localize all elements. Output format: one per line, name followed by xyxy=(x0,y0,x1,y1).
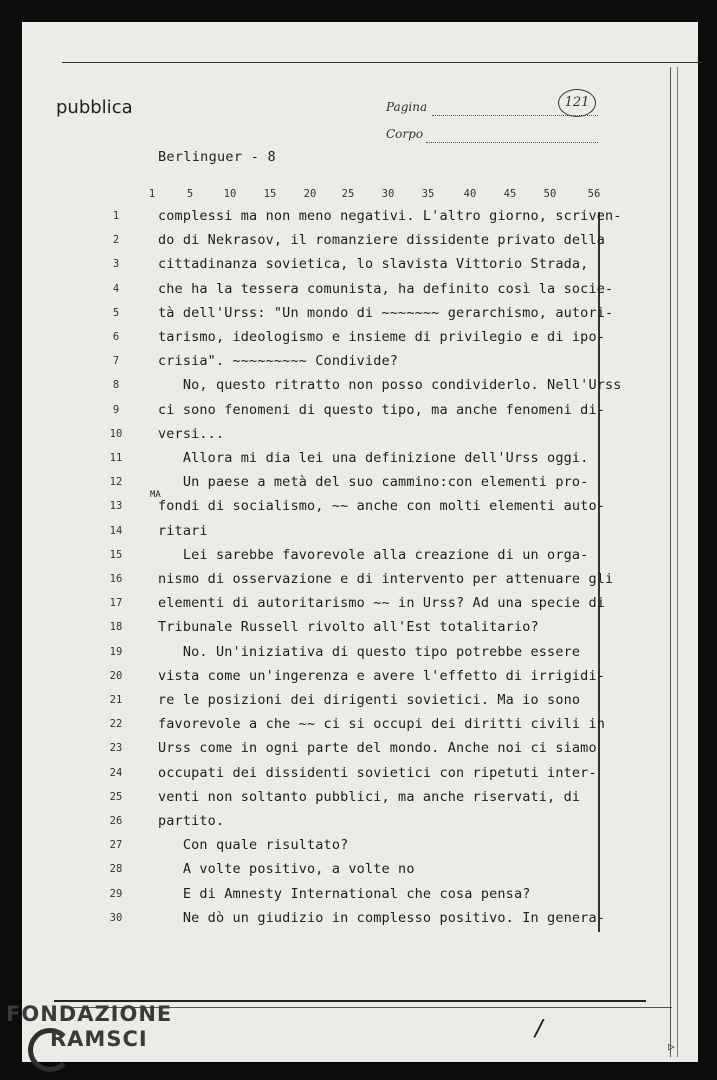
right-edge-line xyxy=(670,67,671,1057)
corpo-label: Corpo xyxy=(386,127,424,141)
corpo-field-line xyxy=(426,142,598,143)
line-number: 15 xyxy=(109,548,123,561)
text-line: Con quale risultato? xyxy=(158,837,349,854)
line-number: 29 xyxy=(109,887,123,900)
ruler-tick: 10 xyxy=(223,188,237,200)
text-line: venti non soltanto pubblici, ma anche riservati, di xyxy=(158,788,581,805)
text-line: Tribunale Russell rivolto all'Est totalitario? xyxy=(158,619,539,636)
document-title-line: Berlinguer - 8 xyxy=(158,149,276,165)
ruler-tick: 20 xyxy=(303,188,317,200)
pen-slash-mark: / xyxy=(532,1013,546,1043)
text-line: tarismo, ideologismo e insieme di privilegio e di ipo- xyxy=(158,329,605,345)
text-line: occupati dei dissidenti sovietici con ripetuti inter- xyxy=(158,764,597,781)
line-number: 22 xyxy=(109,718,123,731)
text-line: versi... xyxy=(158,425,225,442)
line-number: 23 xyxy=(109,742,123,755)
text-line: che ha la tessera comunista, ha definito così la socie- xyxy=(158,280,614,297)
line-number: 17 xyxy=(109,597,123,610)
text-line: favorevole a che ~~ ci si occupi dei diritti civili in xyxy=(158,716,605,733)
line-number: 10 xyxy=(109,427,123,440)
text-line: Un paese a metà del suo cammino:con elementi pro- xyxy=(158,474,589,491)
text-line: Lei sarebbe favorevole alla creazione di un orga- xyxy=(158,546,589,563)
watermark-line-1: FONDAZIONE xyxy=(6,1002,173,1026)
line-number: 13 xyxy=(109,500,123,513)
line-number: 26 xyxy=(109,815,123,827)
right-edge-line-2 xyxy=(677,67,678,1057)
text-line: do di Nekrasov, il romanziere dissidente privato della xyxy=(158,232,605,249)
text-line: No. Un'iniziativa di questo tipo potrebbe essere xyxy=(158,643,581,660)
line-number: 30 xyxy=(109,911,123,924)
text-line: tà dell'Urss: "Un mondo di ~~~~~~~ gerarchismo, autori- xyxy=(158,304,614,321)
text-line: ritari xyxy=(158,522,208,539)
text-line: re le posizioni dei dirigenti sovietici. Ma io sono xyxy=(158,692,581,708)
line-number: 25 xyxy=(109,790,123,803)
line-number: 28 xyxy=(109,863,123,876)
ruler-tick: 35 xyxy=(421,188,435,200)
text-line: E di Amnesty International che cosa pensa? xyxy=(158,885,531,902)
line-number: 19 xyxy=(109,645,123,658)
line-number: 20 xyxy=(109,669,123,682)
line-number: 8 xyxy=(112,379,120,392)
watermark-line-2: RAMSCI xyxy=(50,1027,148,1051)
text-line: elementi di autoritarismo ~~ in Urss? Ad una specie di xyxy=(158,595,605,612)
text-line: fondi di socialismo, ~~ anche con molti elementi auto- xyxy=(158,498,605,515)
publication-label: pubblica xyxy=(56,97,133,118)
text-line: cittadinanza sovietica, lo slavista Vittorio Strada, xyxy=(158,256,589,273)
line-number: 14 xyxy=(109,524,123,537)
line-number: 12 xyxy=(109,476,123,489)
ruler-tick: 50 xyxy=(543,188,557,200)
text-line: No, questo ritratto non posso condividerlo. Nell'Urss xyxy=(158,377,622,394)
ruler-tick: 40 xyxy=(463,188,477,200)
line-number: 5 xyxy=(112,306,120,319)
line-number: 4 xyxy=(112,282,120,295)
ruler-tick: 15 xyxy=(263,188,277,200)
text-line: nismo di osservazione e di intervento per attenuare gli xyxy=(158,571,614,587)
ruler-tick: 1 xyxy=(148,188,156,200)
top-rule xyxy=(62,62,702,63)
text-line: crisia". ~~~~~~~~~ Condivide? xyxy=(158,353,399,370)
line-number: 16 xyxy=(109,573,123,585)
line-number: 7 xyxy=(112,355,120,368)
page-number-circled: 121 xyxy=(558,89,596,117)
insert-mark-ma: MA xyxy=(150,490,161,500)
corner-arrow-mark: ▷ xyxy=(668,1040,675,1053)
text-line: ci sono fenomeni di questo tipo, ma anche fenomeni di- xyxy=(158,401,605,418)
column-ruler xyxy=(22,188,698,202)
text-line: partito. xyxy=(158,813,225,829)
ruler-tick: 5 xyxy=(186,188,194,200)
text-line: A volte positivo, a volte no xyxy=(158,861,415,878)
text-line: vista come un'ingerenza e avere l'effetto di irrigidi- xyxy=(158,667,605,684)
text-line: Urss come in ogni parte del mondo. Anche noi ci siamo xyxy=(158,740,597,757)
text-line: Allora mi dia lei una definizione dell'Urss oggi. xyxy=(158,450,589,466)
pagina-label: Pagina xyxy=(386,100,428,114)
line-number: 9 xyxy=(112,403,120,416)
line-number: 18 xyxy=(109,621,123,634)
line-number: 21 xyxy=(109,694,123,706)
line-number: 2 xyxy=(112,234,120,247)
line-number: 3 xyxy=(112,258,120,271)
document-page xyxy=(22,22,698,1062)
ruler-tick: 25 xyxy=(341,188,355,200)
text-line: complessi ma non meno negativi. L'altro giorno, scriven- xyxy=(158,208,622,224)
line-number: 11 xyxy=(109,452,123,464)
line-number: 27 xyxy=(109,839,123,852)
line-number: 1 xyxy=(112,210,120,222)
line-number: 6 xyxy=(112,331,120,343)
ruler-tick: 56 xyxy=(587,188,601,200)
ruler-tick: 30 xyxy=(381,188,395,200)
text-line: Ne dò un giudizio in complesso positivo. In genera- xyxy=(158,909,605,926)
ruler-tick: 45 xyxy=(503,188,517,200)
line-number: 24 xyxy=(109,766,123,779)
